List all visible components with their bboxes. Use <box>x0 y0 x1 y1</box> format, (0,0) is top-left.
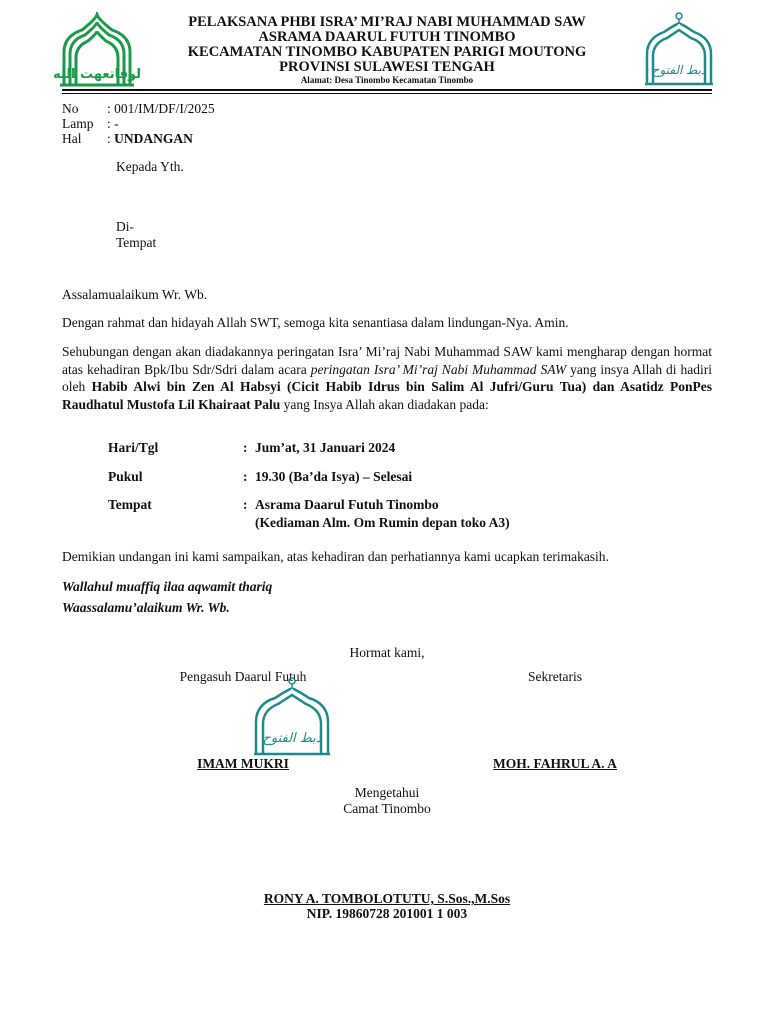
acknowledged-label: Mengetahui <box>354 785 420 800</box>
closing-wassalam: Waassalamu’alaikum Wr. Wb. <box>62 600 230 615</box>
subject-text: UNDANGAN <box>114 131 193 146</box>
camat-nip: NIP. 19860728 201001 1 003 <box>306 906 468 921</box>
stamp-logo <box>250 676 334 758</box>
event-time-value: 19.30 (Ba’da Isya) – Selesai <box>255 469 413 484</box>
recipient-di: Di- <box>116 219 134 234</box>
attachment-label: Lamp <box>62 116 94 131</box>
camat-name: RONY A. TOMBOLOTUTU, S.Sos.,M.Sos <box>263 891 511 906</box>
letterhead <box>140 15 634 85</box>
mosque-logo-right <box>642 12 716 88</box>
greeting: Assalamualaikum Wr. Wb. <box>62 287 208 302</box>
signer-left-title: Pengasuh Daarul Futuh <box>179 669 307 684</box>
mosque-logo-left <box>52 12 142 88</box>
event-time-label: Pukul <box>108 469 143 484</box>
invitation-text-c: yang insya Allah di hadiri oleh <box>62 361 712 394</box>
subject-colon: : <box>107 131 115 146</box>
letterhead-address: Alamat: Desa Tinombo Kecamatan Tinombo <box>300 75 474 85</box>
event-date-value: Jum’at, 31 Januari 2024 <box>255 440 396 455</box>
event-place-value: Asrama Daarul Futuh Tinombo <box>255 497 439 512</box>
letter-number-label: No <box>62 101 79 116</box>
subject-label: Hal <box>62 131 82 146</box>
signer-left-name: IMAM MUKRI <box>197 756 289 771</box>
logo-right-text: دبط الفتوح <box>651 63 707 77</box>
closing-paragraph: Demikian undangan ini kami sampaikan, atas kehadiran dan perhatiannya kami ucapkan terimakasih. <box>62 549 609 564</box>
attachment-value: : - <box>107 116 119 131</box>
invitation-text-e: yang Insya Allah akan diadakan pada: <box>280 396 489 412</box>
recipient-salutation: Kepada Yth. <box>116 159 184 174</box>
letterhead-line-1: PELAKSANA PHBI ISRA’ MI’RAJ NABI MUHAMMAD SAW <box>188 14 586 30</box>
invitation-event-name: peringatan Isra’ Mi’raj Nabi Muhammad SAW <box>310 361 567 377</box>
signer-right-name: MOH. FAHRUL A. A <box>493 756 617 771</box>
event-place-label: Tempat <box>108 497 152 512</box>
paragraph-opening: Dengan rahmat dan hidayah Allah SWT, semoga kita senantiasa dalam lindungan-Nya. Amin. <box>62 315 569 330</box>
event-place-detail: (Kediaman Alm. Om Rumin depan toko A3) <box>255 515 510 530</box>
recipient-place: Tempat <box>116 235 157 250</box>
event-date-colon: : <box>243 440 248 455</box>
event-time-colon: : <box>243 469 248 484</box>
paragraph-invitation <box>62 343 712 413</box>
logo-left-text: لوفاتعهت الله <box>52 67 142 82</box>
subject-value <box>107 130 193 147</box>
letterhead-line-4: PROVINSI SULAWESI TENGAH <box>279 59 495 75</box>
letterhead-line-2: ASRAMA DAARUL FUTUH TINOMBO <box>258 29 516 45</box>
letterhead-line-3: KECAMATAN TINOMBO KABUPATEN PARIGI MOUTONG <box>187 44 587 60</box>
signer-right-title: Sekretaris <box>528 669 582 684</box>
event-place-colon: : <box>243 497 248 512</box>
letter-number-value: : 001/IM/DF/I/2025 <box>107 101 215 116</box>
header-divider <box>62 89 712 91</box>
header-divider-thin <box>62 93 712 94</box>
invitation-guests: Habib Alwi bin Zen Al Habsyi (Cicit Habib Idrus bin Salim Al Jufri/Guru Tua) dan Asatidz PonPes Raudhatul Mustofa Lil Khairaat Palu <box>62 379 713 412</box>
stamp-logo-text: دبط الفتوح <box>262 731 322 746</box>
sign-off: Hormat kami, <box>349 645 425 660</box>
closing-wallahul: Wallahul muaffiq ilaa aqwamit thariq <box>62 579 273 594</box>
invitation-text-a: Sehubungan dengan akan diadakannya peringatan Isra’ Mi’raj Nabi Muhammad SAW kami mengharap dengan hormat atas kehadiran Bpk/Ibu Sdr/Sdri dalam acara <box>62 344 712 377</box>
event-date-label: Hari/Tgl <box>108 440 159 455</box>
acknowledged-title: Camat Tinombo <box>343 801 431 816</box>
